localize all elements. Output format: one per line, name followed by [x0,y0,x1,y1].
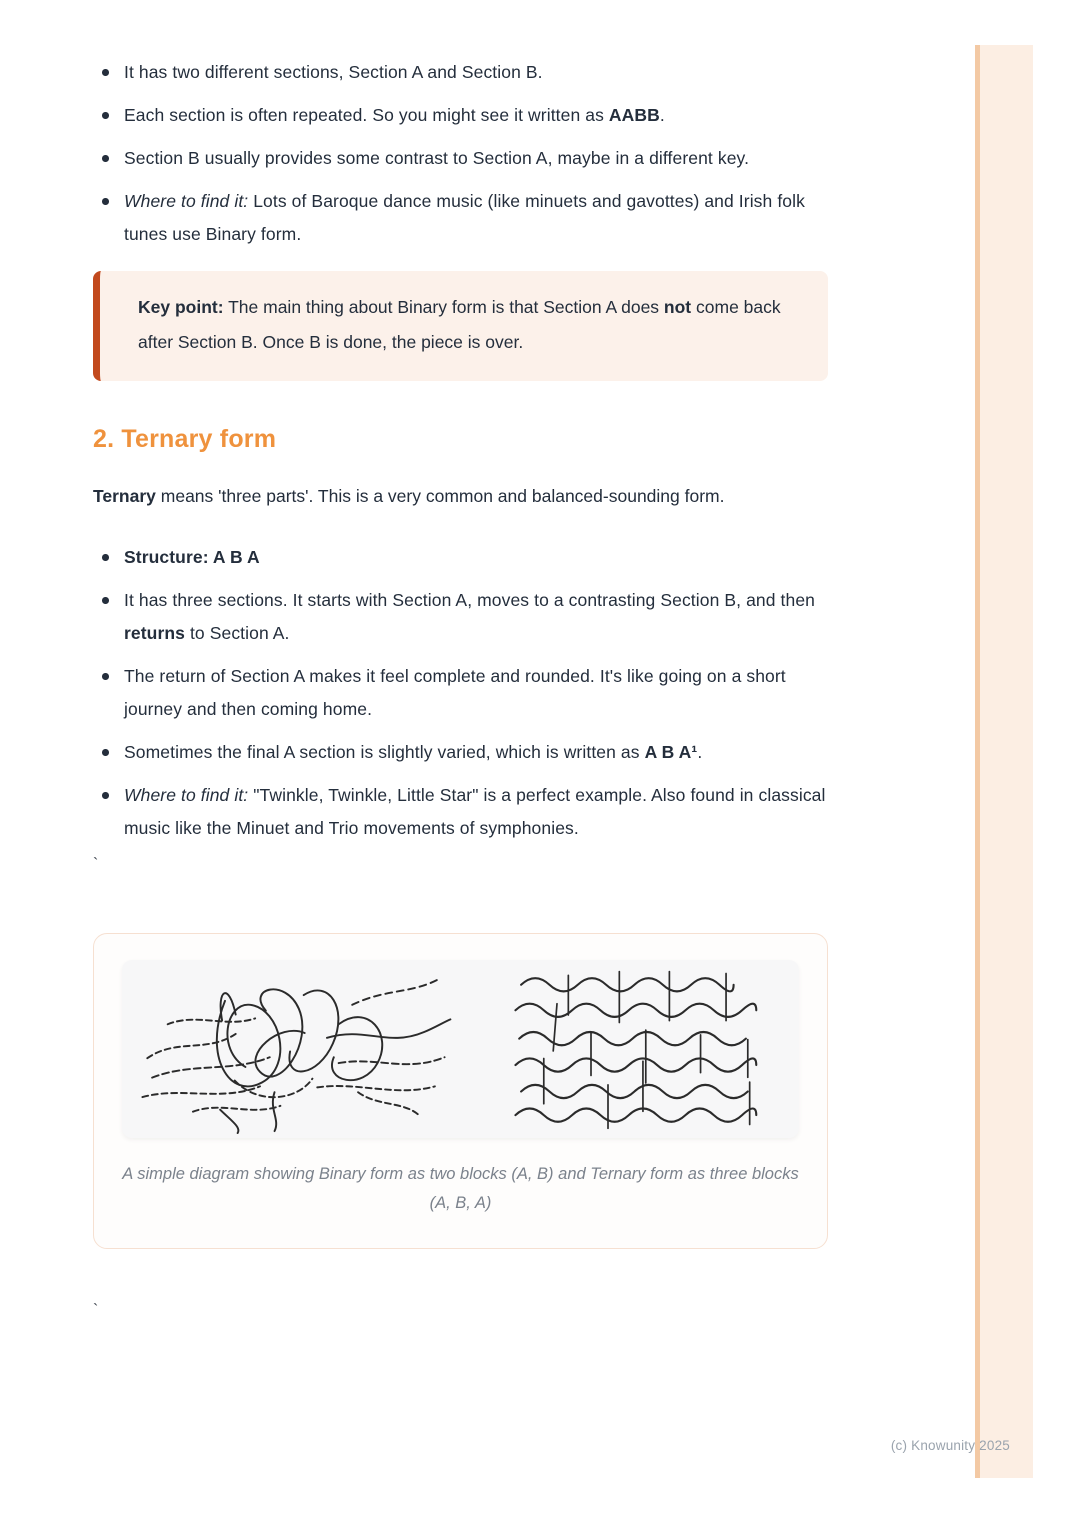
bullet-item [93,142,838,175]
bullet-item [93,584,838,650]
bullet-dot-icon [102,198,109,205]
bullet-text: Structure: A B A [124,547,260,567]
binary-scribble-drawing [128,964,458,1134]
figure-caption: A simple diagram showing Binary form as two blocks (A, B) and Ternary form as three blocks (A, B, A) [122,1165,799,1212]
binary-bullet-list [93,56,838,251]
bullet-dot-icon [102,554,109,561]
bullet-dot-icon [102,597,109,604]
bullet-dot-icon [102,749,109,756]
bullet-item [93,99,838,132]
section-heading-ternary-form: 2. Ternary form [93,425,277,453]
bullet-text: Sometimes the final A section is slightly varied, which is written as A B A¹. [124,742,703,762]
copyright-text: (c) Knowunity 2025 [890,1438,1010,1453]
bullet-text: It has three sections. It starts with Section A, moves to a contrasting Section B, and then returns to Section A. [124,590,815,643]
bullet-dot-icon [102,69,109,76]
figure-image-panel [122,960,799,1138]
ternary-bullet-list [93,541,838,845]
bullet-item [93,56,838,89]
bullet-text: Where to find it: Lots of Baroque dance music (like minuets and gavottes) and Irish folk tunes use Binary form. [124,191,805,244]
bullet-text: Each section is often repeated. So you might see it written as AABB. [124,105,665,125]
bullet-item [93,736,838,769]
keypoint-text: Key point: The main thing about Binary form is that Section A does not come back after Section B. Once B is done, the piece is over. [138,297,781,352]
bullet-item [93,660,838,726]
bullet-item [93,185,838,251]
bullet-dot-icon [102,673,109,680]
bullet-dot-icon [102,155,109,162]
bullet-text: Section B usually provides some contrast to Section A, maybe in a different key. [124,148,750,168]
ternary-intro-paragraph: Ternary means 'three parts'. This is a very common and balanced-sounding form. [93,486,725,506]
bullet-dot-icon [102,792,109,799]
bullet-text: Where to find it: "Twinkle, Twinkle, Little Star" is a perfect example. Also found in classical music like the Minuet and Trio movements of symphonies. [124,785,826,838]
bullet-item [93,779,838,845]
stray-backtick: ` [93,856,99,873]
bullet-text: The return of Section A makes it feel complete and rounded. It's like going on a short journey and then coming home. [124,666,786,719]
keypoint-callout [93,271,828,381]
stray-backtick: ` [93,1302,99,1319]
figure-card [93,933,828,1249]
bullet-dot-icon [102,112,109,119]
ternary-weave-drawing [508,964,793,1134]
bullet-text: It has two different sections, Section A and Section B. [124,62,543,82]
bullet-item [93,541,838,574]
